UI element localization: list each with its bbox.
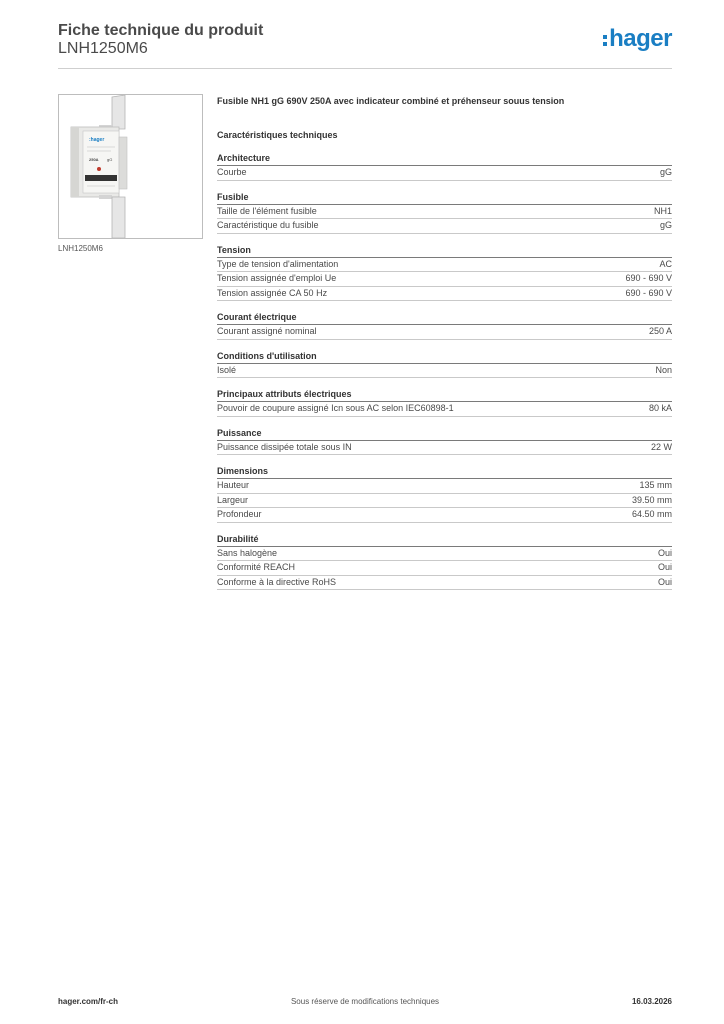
- product-description: Fusible NH1 gG 690V 250A avec indicateur combiné et préhenseur souus tension: [217, 96, 565, 106]
- spec-group-title: Fusible: [217, 191, 672, 205]
- spec-group-title: Dimensions: [217, 465, 672, 479]
- spec-group: [217, 191, 672, 234]
- fuse-illustration: [59, 95, 202, 238]
- spec-value: 22 W: [650, 441, 672, 452]
- spec-value: 64.50 mm: [631, 509, 672, 519]
- spec-value: Oui: [657, 562, 672, 572]
- hager-logo: [603, 26, 672, 52]
- spec-value: Oui: [657, 547, 672, 558]
- product-image: [58, 94, 203, 239]
- spec-group: [217, 388, 672, 417]
- spec-group-title: Courant électrique: [217, 311, 672, 325]
- page-footer: [58, 997, 672, 1011]
- spec-row: [217, 258, 672, 273]
- spec-value: 80 kA: [648, 403, 672, 413]
- spec-label: Conforme à la directive RoHS: [217, 576, 337, 587]
- spec-value: 690 - 690 V: [625, 273, 672, 283]
- spec-row: [217, 272, 672, 287]
- spec-row: [217, 219, 672, 234]
- spec-groups: [217, 152, 672, 590]
- spec-row: [217, 508, 672, 523]
- spec-row: [217, 479, 672, 494]
- spec-group-title: Conditions d'utilisation: [217, 350, 672, 364]
- spec-label: Courant assigné nominal: [217, 326, 317, 336]
- product-reference: LNH1250M6: [58, 40, 148, 57]
- spec-label: Caractéristique du fusible: [217, 220, 319, 230]
- spec-value: 39.50 mm: [631, 494, 672, 505]
- spec-label: Tension assignée CA 50 Hz: [217, 287, 328, 298]
- spec-row: [217, 287, 672, 302]
- spec-value: Oui: [657, 576, 672, 587]
- footer-date: 16.03.2026: [631, 997, 672, 1006]
- spec-row: [217, 494, 672, 509]
- spec-value: 690 - 690 V: [625, 287, 672, 298]
- spec-group: [217, 244, 672, 302]
- spec-group-title: Puissance: [217, 427, 672, 441]
- spec-value: Non: [655, 364, 672, 375]
- spec-group: [217, 152, 672, 181]
- specs-heading: Caractéristiques techniques: [217, 130, 338, 140]
- spec-group-title: Durabilité: [217, 533, 672, 547]
- spec-group-title: Architecture: [217, 152, 672, 166]
- spec-label: Profondeur: [217, 509, 262, 519]
- spec-label: Isolé: [217, 364, 237, 375]
- svg-text:gG: gG: [107, 157, 113, 162]
- spec-value: NH1: [653, 205, 672, 216]
- spec-group: [217, 427, 672, 456]
- logo-text: hager: [609, 25, 672, 52]
- spec-row: [217, 364, 672, 379]
- document-title: Fiche technique du produit: [58, 22, 264, 39]
- footer-disclaimer: Sous réserve de modifications techniques: [290, 997, 440, 1006]
- logo-dots-icon: [603, 35, 607, 46]
- spec-group: [217, 465, 672, 523]
- spec-label: Tension assignée d'emploi Ue: [217, 273, 337, 283]
- spec-group-title: Tension: [217, 244, 672, 258]
- fuse-rating-label: 250A: [89, 157, 99, 162]
- spec-group-title: Principaux attributs électriques: [217, 388, 672, 402]
- spec-label: Taille de l'élément fusible: [217, 205, 317, 216]
- spec-group: [217, 533, 672, 591]
- spec-label: Type de tension d'alimentation: [217, 258, 339, 269]
- spec-row: [217, 547, 672, 562]
- spec-value: gG: [659, 167, 672, 177]
- spec-row: [217, 205, 672, 220]
- spec-label: Conformité REACH: [217, 562, 296, 572]
- spec-row: [217, 561, 672, 576]
- spec-value: 250 A: [648, 326, 672, 336]
- spec-row: [217, 325, 672, 340]
- spec-row: [217, 166, 672, 181]
- spec-label: Largeur: [217, 494, 249, 505]
- spec-value: 135 mm: [639, 480, 672, 490]
- spec-value: gG: [659, 220, 672, 230]
- spec-row: [217, 402, 672, 417]
- spec-label: Pouvoir de coupure assigné Icn sous AC selon IEC60898-1: [217, 403, 454, 413]
- page-header: [58, 20, 672, 69]
- spec-label: Sans halogène: [217, 547, 278, 558]
- spec-value: AC: [659, 258, 672, 269]
- spec-label: Courbe: [217, 167, 247, 177]
- spec-label: Puissance dissipée totale sous IN: [217, 441, 352, 452]
- spec-label: Hauteur: [217, 480, 250, 490]
- footer-website: hager.com/fr-ch: [58, 997, 119, 1006]
- svg-text::hager: :hager: [89, 137, 105, 143]
- spec-row: [217, 576, 672, 591]
- spec-group: [217, 311, 672, 340]
- spec-group: [217, 350, 672, 379]
- image-caption: LNH1250M6: [58, 244, 103, 253]
- spec-content: [217, 94, 672, 600]
- spec-row: [217, 441, 672, 456]
